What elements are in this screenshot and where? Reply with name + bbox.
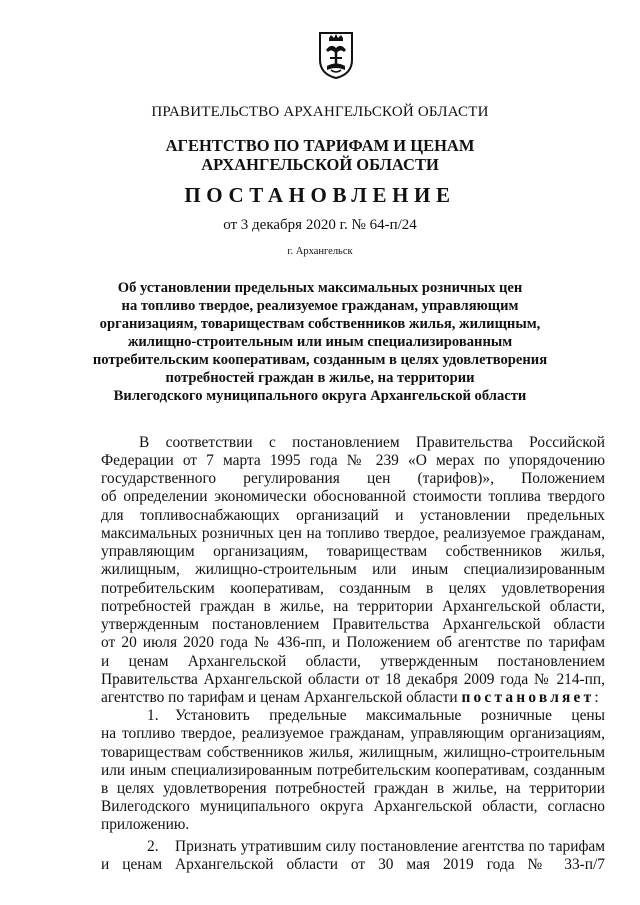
item-text: Установить предельные максимальные розничные цены [175, 707, 605, 724]
preamble-closing-line [101, 689, 605, 707]
title-line: организациям, товариществам собственников жилья, жилищным, [99, 316, 541, 332]
preamble-line: утвержденным постановлением Правительства Архангельской области [101, 616, 605, 633]
title-line: на топливо твердое, реализуемое гражданам, управляющим [121, 298, 519, 314]
preamble-line: Федерации от 7 марта 1995 года № 239 «О мерах по упорядочению [101, 452, 605, 469]
coat-of-arms-icon [317, 30, 355, 80]
item-1-first-line [101, 707, 605, 725]
item-1-line: в целях удовлетворения потребностей граждан в жилье, на территории [101, 780, 605, 797]
document-city: г. Архангельск [287, 246, 353, 257]
preamble-line: об определении экономически обоснованной стоимости топлива твердого [101, 488, 605, 505]
preamble-line: для топливоснабжающих организаций и установлении предельных [101, 507, 605, 524]
item-number: 1. [147, 707, 159, 724]
item-number: 2. [147, 838, 159, 855]
item-1-line: или иным специализированным потребительским кооперативам, созданным [101, 762, 605, 779]
preamble-line: потребительским кооперативам, созданным в целях удовлетворения [101, 580, 605, 597]
preamble-line: потребностей граждан в жилье, на территории Архангельской области, [101, 598, 605, 615]
title-line: Вилегодского муниципального округа Архангельской области [113, 388, 527, 404]
preamble-line: и ценам Архангельской области, утвержденным постановлением [101, 653, 605, 670]
title-line: жилищно-строительным или иным специализированным [127, 334, 513, 350]
preamble-line: государственного регулирования цен (тарифов)», Положением [101, 470, 605, 487]
resolution-colon: : [594, 689, 599, 706]
preamble-line: В соответствии с постановлением Правительства Российской [139, 434, 605, 451]
resolution-keyword: постановляет [461, 689, 595, 706]
item-2-first-line [101, 838, 605, 856]
title-line: потребительским кооперативам, созданным в целях удовлетворения [92, 352, 548, 368]
preamble-closing-text: агентство по тарифам и ценам Архангельской области [101, 689, 458, 706]
preamble-line: от 20 июля 2020 года № 436-пп, и Положением об агентстве по тарифам [101, 634, 605, 651]
item-2-line: и ценам Архангельской области от 30 мая 2019 года № 33-п/7 [101, 856, 605, 873]
preamble-line: Правительства Архангельской области от 18 декабря 2009 года № 214-пп, [101, 671, 605, 688]
item-text: Признать утратившим силу постановление агентства по тарифам [175, 838, 605, 855]
title-line: Об установлении предельных максимальных розничных цен [117, 280, 523, 296]
item-1-line: товариществам собственников жилья, жилищным, жилищно-строительным [101, 744, 605, 761]
item-1-line: на топливо твердое, реализуемое гражданам, управляющим организациям, [101, 725, 605, 742]
document-type: ПОСТАНОВЛЕНИЕ [184, 183, 456, 207]
item-1-last-line: приложению. [101, 816, 190, 833]
preamble-line: жилищным, жилищно-строительным или иным специализированным [101, 561, 605, 578]
document-date-number: от 3 декабря 2020 г. № 64-п/24 [223, 217, 417, 233]
item-1-line: Вилегодского муниципального округа Архангельской области, согласно [101, 798, 605, 815]
agency-name-line-2: АРХАНГЕЛЬСКОЙ ОБЛАСТИ [201, 155, 439, 174]
government-name: ПРАВИТЕЛЬСТВО АРХАНГЕЛЬСКОЙ ОБЛАСТИ [151, 104, 489, 120]
agency-name-line-1: АГЕНТСТВО ПО ТАРИФАМ И ЦЕНАМ [165, 136, 475, 155]
preamble-line: максимальных розничных цен на топливо твердое, реализуемое гражданам, [101, 525, 605, 542]
title-line: потребностей граждан в жилье, на территории [165, 370, 475, 386]
preamble-line: управляющим организациям, товариществам собственников жилья, [101, 543, 605, 560]
